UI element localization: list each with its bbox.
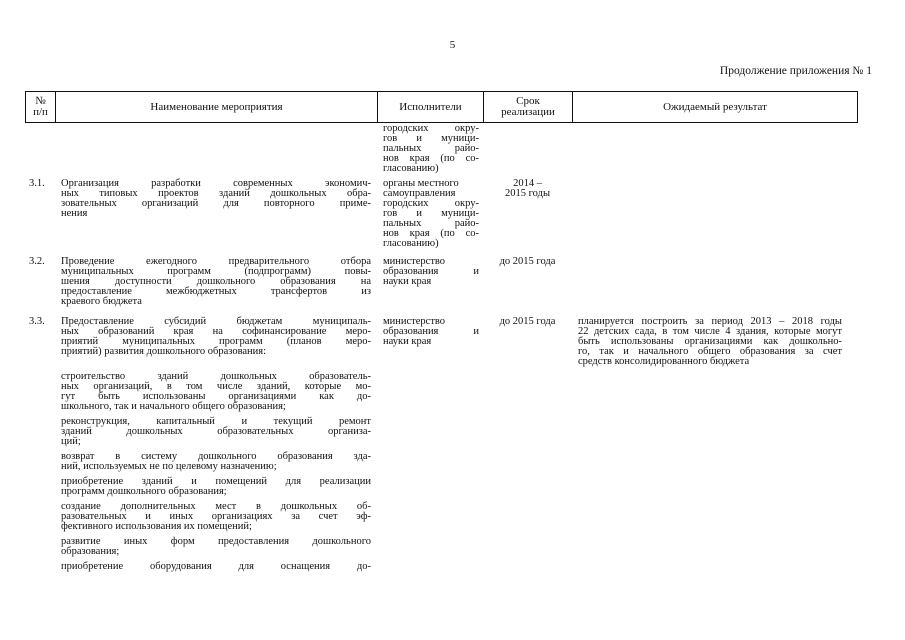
header-term-line-1: Срок bbox=[516, 95, 540, 107]
header-executors: Исполнители bbox=[378, 92, 484, 122]
text-line: пальных райо- bbox=[383, 218, 479, 229]
text-line: министерство bbox=[383, 316, 446, 327]
text-line: образования; bbox=[61, 546, 120, 557]
text-line: фективного использования их помещений; bbox=[61, 521, 252, 532]
text-line: нения bbox=[61, 208, 88, 219]
subitem bbox=[61, 477, 371, 497]
text-line: самоуправления bbox=[383, 188, 456, 199]
text-line: 2014 – bbox=[513, 178, 542, 189]
text-line: образования и bbox=[383, 326, 479, 337]
text-line: до 2015 года bbox=[499, 256, 556, 267]
cell-executors bbox=[377, 124, 483, 174]
cell-name bbox=[55, 257, 377, 307]
text-line: строительство зданий дошкольных образователь- bbox=[61, 371, 371, 382]
table-row-carryover bbox=[25, 124, 858, 174]
header-term bbox=[484, 92, 573, 122]
text-line: 22 детских сада, в том числе 4 здания, которые могут bbox=[578, 326, 842, 337]
text-line: разовательных и иных организациях за счет эф- bbox=[61, 511, 371, 522]
cell-term bbox=[483, 124, 572, 174]
cell-term bbox=[483, 317, 572, 577]
cell-result bbox=[572, 124, 858, 174]
continuation-label: Продолжение приложения № 1 bbox=[719, 65, 872, 77]
text-line: приятий) развития дошкольного образования: bbox=[61, 346, 267, 357]
text-line: го, так и начального общего образования за счет bbox=[578, 346, 842, 357]
table-row-3-3 bbox=[25, 317, 858, 577]
text-line: ных образований края на софинансирование меро- bbox=[61, 326, 371, 337]
text-line: создание дополнительных мест в дошкольных об- bbox=[61, 501, 371, 512]
text-line: городских окру- bbox=[383, 123, 479, 134]
table-row-3-2 bbox=[25, 257, 858, 307]
text-line: зданий дошкольных образовательных организа- bbox=[61, 426, 371, 437]
header-number-sign: № bbox=[35, 95, 46, 107]
table-header bbox=[25, 91, 858, 123]
text-line: развитие иных форм предоставления дошкольного bbox=[61, 536, 371, 547]
cell-result bbox=[572, 257, 858, 307]
text-line: ний, используемых не по целевому назначению; bbox=[61, 461, 277, 472]
text-line: быть использованы организациями как дошкольно- bbox=[578, 336, 842, 347]
text-line: образования и bbox=[383, 266, 479, 277]
subitem bbox=[61, 562, 371, 572]
text-line: реконструкция, капитальный и текущий ремонт bbox=[61, 416, 371, 427]
cell-executors bbox=[377, 179, 483, 249]
header-name: Наименование мероприятия bbox=[56, 92, 378, 122]
cell-number: 3.1. bbox=[29, 178, 45, 189]
text-line: гов и муници- bbox=[383, 208, 479, 219]
header-result: Ожидаемый результат bbox=[663, 100, 767, 113]
text-line: ных организаций, в том числе зданий, которые мо- bbox=[61, 381, 371, 392]
subitem bbox=[61, 452, 371, 472]
table-row-3-1 bbox=[25, 179, 858, 249]
text-line: приятий муниципальных программ (планов меро- bbox=[61, 336, 371, 347]
text-line: приобретение зданий и помещений для реализации bbox=[61, 476, 371, 487]
text-line: зовательных организаций для повторного приме- bbox=[61, 198, 371, 209]
cell-term bbox=[483, 257, 572, 307]
text-line: 2015 годы bbox=[504, 188, 550, 199]
text-line: Проведение ежегодного предварительного отбора bbox=[61, 256, 371, 267]
cell-result bbox=[572, 317, 858, 577]
text-line: нов края (по со- bbox=[383, 153, 479, 164]
text-line: Организация разработки современных экономич- bbox=[61, 178, 371, 189]
text-line: министерство bbox=[383, 256, 446, 267]
text-line: науки края bbox=[383, 336, 432, 347]
header-term-line-2: реализации bbox=[501, 106, 555, 118]
text-line: средств консолидированного бюджета bbox=[578, 356, 750, 367]
text-line: гов и муници- bbox=[383, 133, 479, 144]
text-line: программ дошкольного образования; bbox=[61, 486, 227, 497]
header-number bbox=[26, 92, 56, 122]
subitem bbox=[61, 417, 371, 447]
header-number-abbr: п/п bbox=[33, 106, 48, 118]
text-line: муниципальных программ (подпрограмм) повы- bbox=[61, 266, 371, 277]
cell-executors bbox=[377, 257, 483, 307]
cell-name bbox=[55, 124, 377, 174]
text-line: науки края bbox=[383, 276, 432, 287]
text-line: до 2015 года bbox=[499, 316, 556, 327]
cell-executors bbox=[377, 317, 483, 577]
subitem bbox=[61, 372, 371, 412]
cell-term bbox=[483, 179, 572, 249]
text-line: шения доступности дошкольного образования на bbox=[61, 276, 371, 287]
cell-number: 3.3. bbox=[29, 316, 45, 327]
text-line: пальных райо- bbox=[383, 143, 479, 154]
subitem bbox=[61, 502, 371, 532]
text-line: гут быть использованы организациями как до- bbox=[61, 391, 371, 402]
text-line: Предоставление субсидий бюджетам муниципаль- bbox=[61, 316, 371, 327]
cell-number: 3.2. bbox=[29, 256, 45, 267]
text-line: предоставление межбюджетных трансфертов из bbox=[61, 286, 371, 297]
text-line: школьного, так и начального общего образования; bbox=[61, 401, 286, 412]
cell-result bbox=[572, 179, 858, 249]
text-line: приобретение оборудования для оснащения до- bbox=[61, 561, 371, 572]
text-line: краевого бюджета bbox=[61, 296, 142, 307]
text-line: ций; bbox=[61, 436, 81, 447]
text-line: гласованию) bbox=[383, 238, 439, 249]
page-number: 5 bbox=[449, 39, 456, 51]
subitem bbox=[61, 537, 371, 557]
text-line: нов края (по со- bbox=[383, 228, 479, 239]
text-line: ных типовых проектов зданий дошкольных обра- bbox=[61, 188, 371, 199]
cell-name bbox=[55, 317, 377, 577]
text-line: городских окру- bbox=[383, 198, 479, 209]
text-line: возврат в систему дошкольного образования зда- bbox=[61, 451, 371, 462]
text-line: планируется построить за период 2013 – 2018 годы bbox=[578, 316, 842, 327]
text-line: гласованию) bbox=[383, 163, 439, 174]
text-line: органы местного bbox=[383, 178, 459, 189]
cell-number bbox=[25, 124, 55, 174]
measures-table bbox=[25, 91, 858, 577]
cell-name bbox=[55, 179, 377, 249]
